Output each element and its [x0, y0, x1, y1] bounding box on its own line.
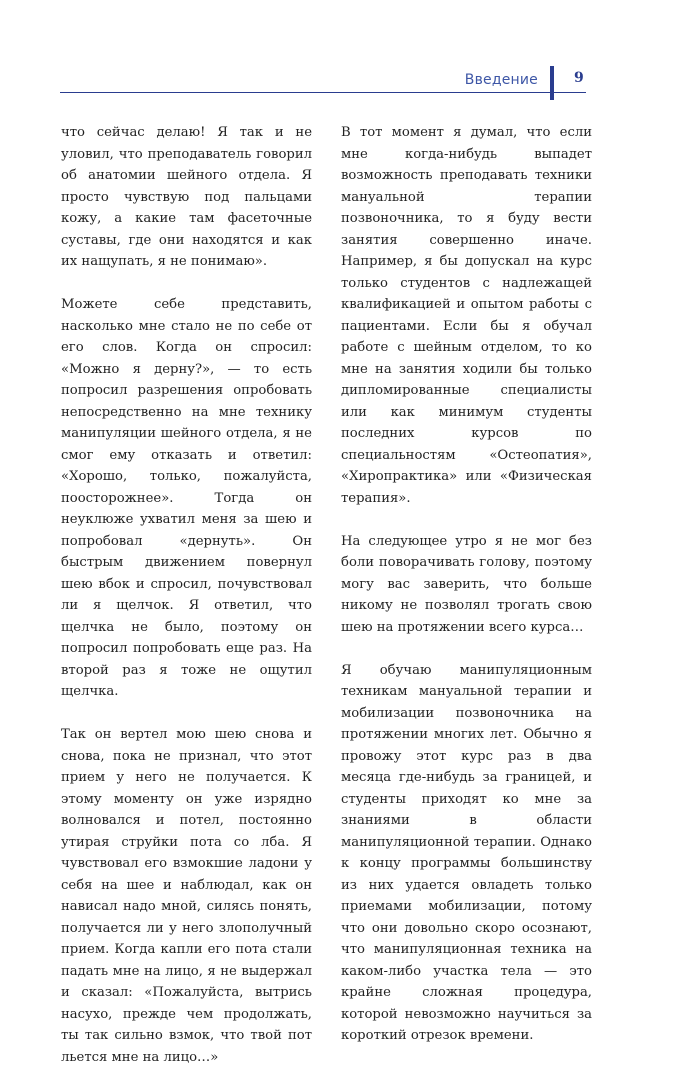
- paragraph: что сейчас делаю! Я так и не уловил, что преподаватель говорил об анатомии шейного отдела. Я просто чувствую под пальцами кожу, а какие там фасеточные суставы, где они находятся и как их нащупать, я не понимаю».: [61, 125, 312, 269]
- paragraph: Можете себе представить, насколько мне стало не по себе от его слов. Когда он спросил: «Можно я дерну?», — то есть попросил разрешения опробовать непосредственно на мне технику манипуляции шейного отдела, я не смог ему отказать и ответил: «Хорошо, только, пожалуйста, поосторожнее». Тогда он неуклюже ухватил меня за шею и попробовал «дернуть». Он быстрым движением повернул шею вбок и спросил, почувствовал ли я щелчок. Я ответил, что щелчка не было, поэтому он попросил попробовать еще раз. На второй раз я тоже не ощутил щелчка.: [61, 297, 312, 699]
- page-number: 9: [574, 70, 584, 86]
- left-text-column: [61, 122, 312, 1090]
- paragraph: На следующее утро я не мог без боли поворачивать голову, поэтому могу вас заверить, что больше никому не позволял трогать свою шею на протяжении всего курса…: [341, 533, 592, 635]
- paragraph: Так он вертел мою шею снова и снова, пока не признал, что этот прием у него не получается. К этому моменту он уже изрядно волновался и потел, постоянно утирая струйки пота со лба. Я чувствовал его взмокшие ладони у себя на шее и наблюдал, как он нависал надо мной, силясь понять, получается ли у него злополучный прием. Когда капли его пота стали падать мне на лицо, я не выдержал и сказал: «Пожалуйста, вытрись насухо, прежде чем продолжать, ты так сильно взмок, что твой пот льется мне на лицо…»: [61, 727, 312, 1065]
- right-text-column: [341, 122, 592, 1068]
- paragraph: Я обучаю манипуляционным техникам мануальной терапии и мобилизации позвоночника на протяжении многих лет. Обычно я провожу этот курс раз в два месяца где-нибудь за границей, и студенты приходят ко мне за знаниями в области манипуляционной терапии. Однако к концу программы большинству из них удается овладеть только приемами мобилизации, потому что они довольно скоро осознают, что манипуляционная техника на каком-либо участка тела — это крайне сложная процедура, которой невозможно научиться за короткий отрезок времени.: [341, 662, 592, 1043]
- header-divider: [550, 66, 554, 100]
- paragraph: В тот момент я думал, что если мне когда-нибудь выпадет возможность преподавать техники мануальной терапии позвоночника, то я буду вести занятия совершенно иначе. Например, я бы допускал на курс только студентов с надлежащей квалификацией и опытом работы с пациентами. Если бы я обучал работе с шейным отделом, то ко мне на занятия ходили бы только дипломированные специалисты или как минимум студенты последних курсов по специальностям «Остеопатия», «Хиропрактика» или «Физическая терапия».: [341, 125, 592, 506]
- running-head-section-title: Введение: [464, 72, 538, 88]
- header-rule: [60, 92, 586, 93]
